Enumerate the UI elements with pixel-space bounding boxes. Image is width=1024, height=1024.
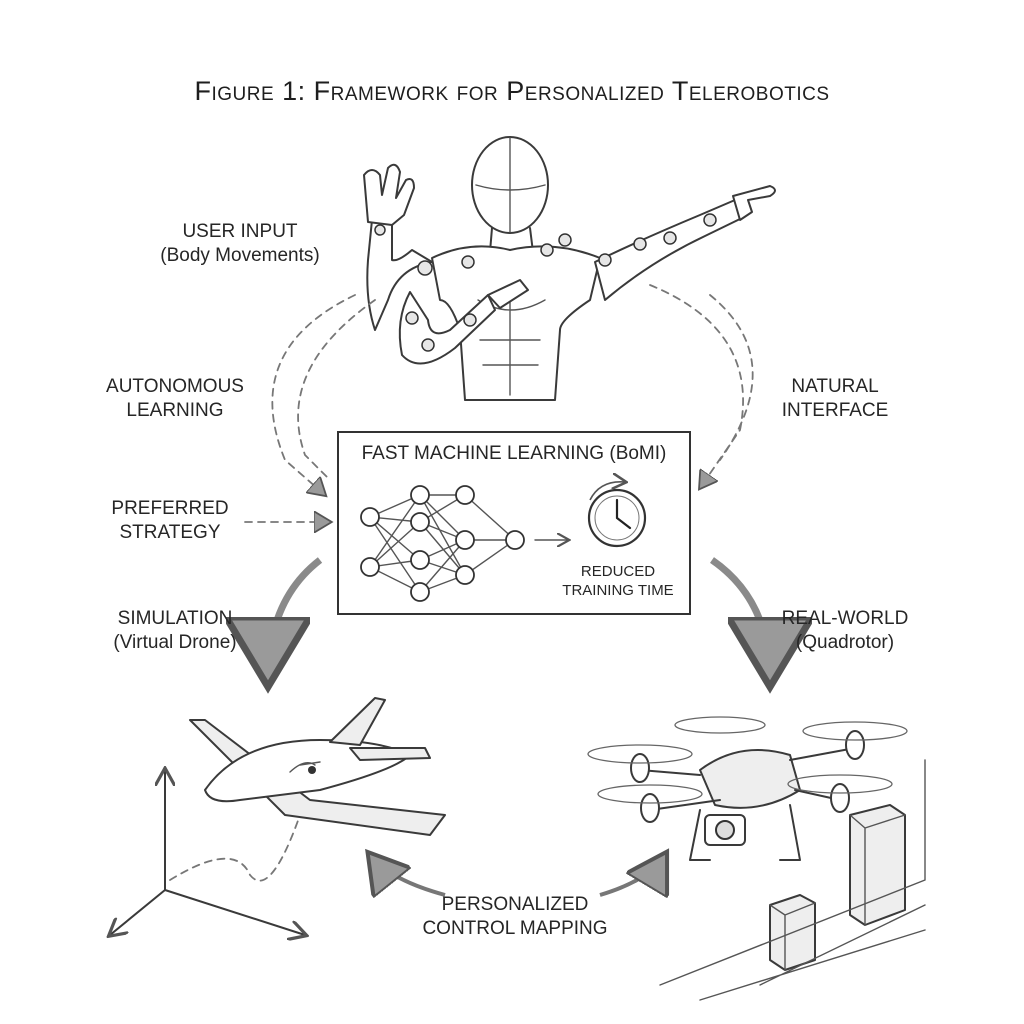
simulation-label [85, 607, 265, 655]
simulation-line2: (Virtual Drone) [113, 632, 237, 653]
realworld-line1: REAL-WORLD [781, 608, 909, 629]
autonomous-line1: AUTONOMOUS [106, 376, 244, 397]
mapping-line2: CONTROL MAPPING [422, 918, 608, 939]
natural-line1: NATURAL [791, 376, 879, 397]
natural-interface-label [750, 375, 920, 423]
autonomous-learning-label [80, 375, 270, 423]
personalized-mapping-label [405, 893, 625, 941]
natural-line2: INTERFACE [781, 400, 889, 421]
realworld-line2: (Quadrotor) [795, 632, 895, 653]
preferred-line1: PREFERRED [111, 498, 229, 519]
preferred-strategy-label [85, 497, 255, 545]
real-world-label [765, 607, 925, 655]
airplane-icon [190, 698, 445, 835]
reduced-line2: TRAINING TIME [562, 582, 674, 599]
human-figure-icon [364, 137, 775, 400]
user-input-line1: USER INPUT [182, 221, 298, 242]
buildings-icon [660, 760, 925, 1000]
reduced-line1: REDUCED [580, 563, 656, 580]
figure-title: Figure 1: Framework for Personalized Telerobotics [194, 76, 830, 106]
ml-box-title: FAST MACHINE LEARNING (BoMI) [361, 443, 667, 464]
preferred-line2: STRATEGY [119, 522, 221, 543]
user-input-label [140, 220, 340, 268]
user-input-line2: (Body Movements) [160, 245, 320, 266]
simulation-line1: SIMULATION [117, 608, 233, 629]
mapping-line1: PERSONALIZED [441, 894, 589, 915]
autonomous-line2: LEARNING [126, 400, 224, 421]
reduced-training-label [548, 562, 688, 600]
